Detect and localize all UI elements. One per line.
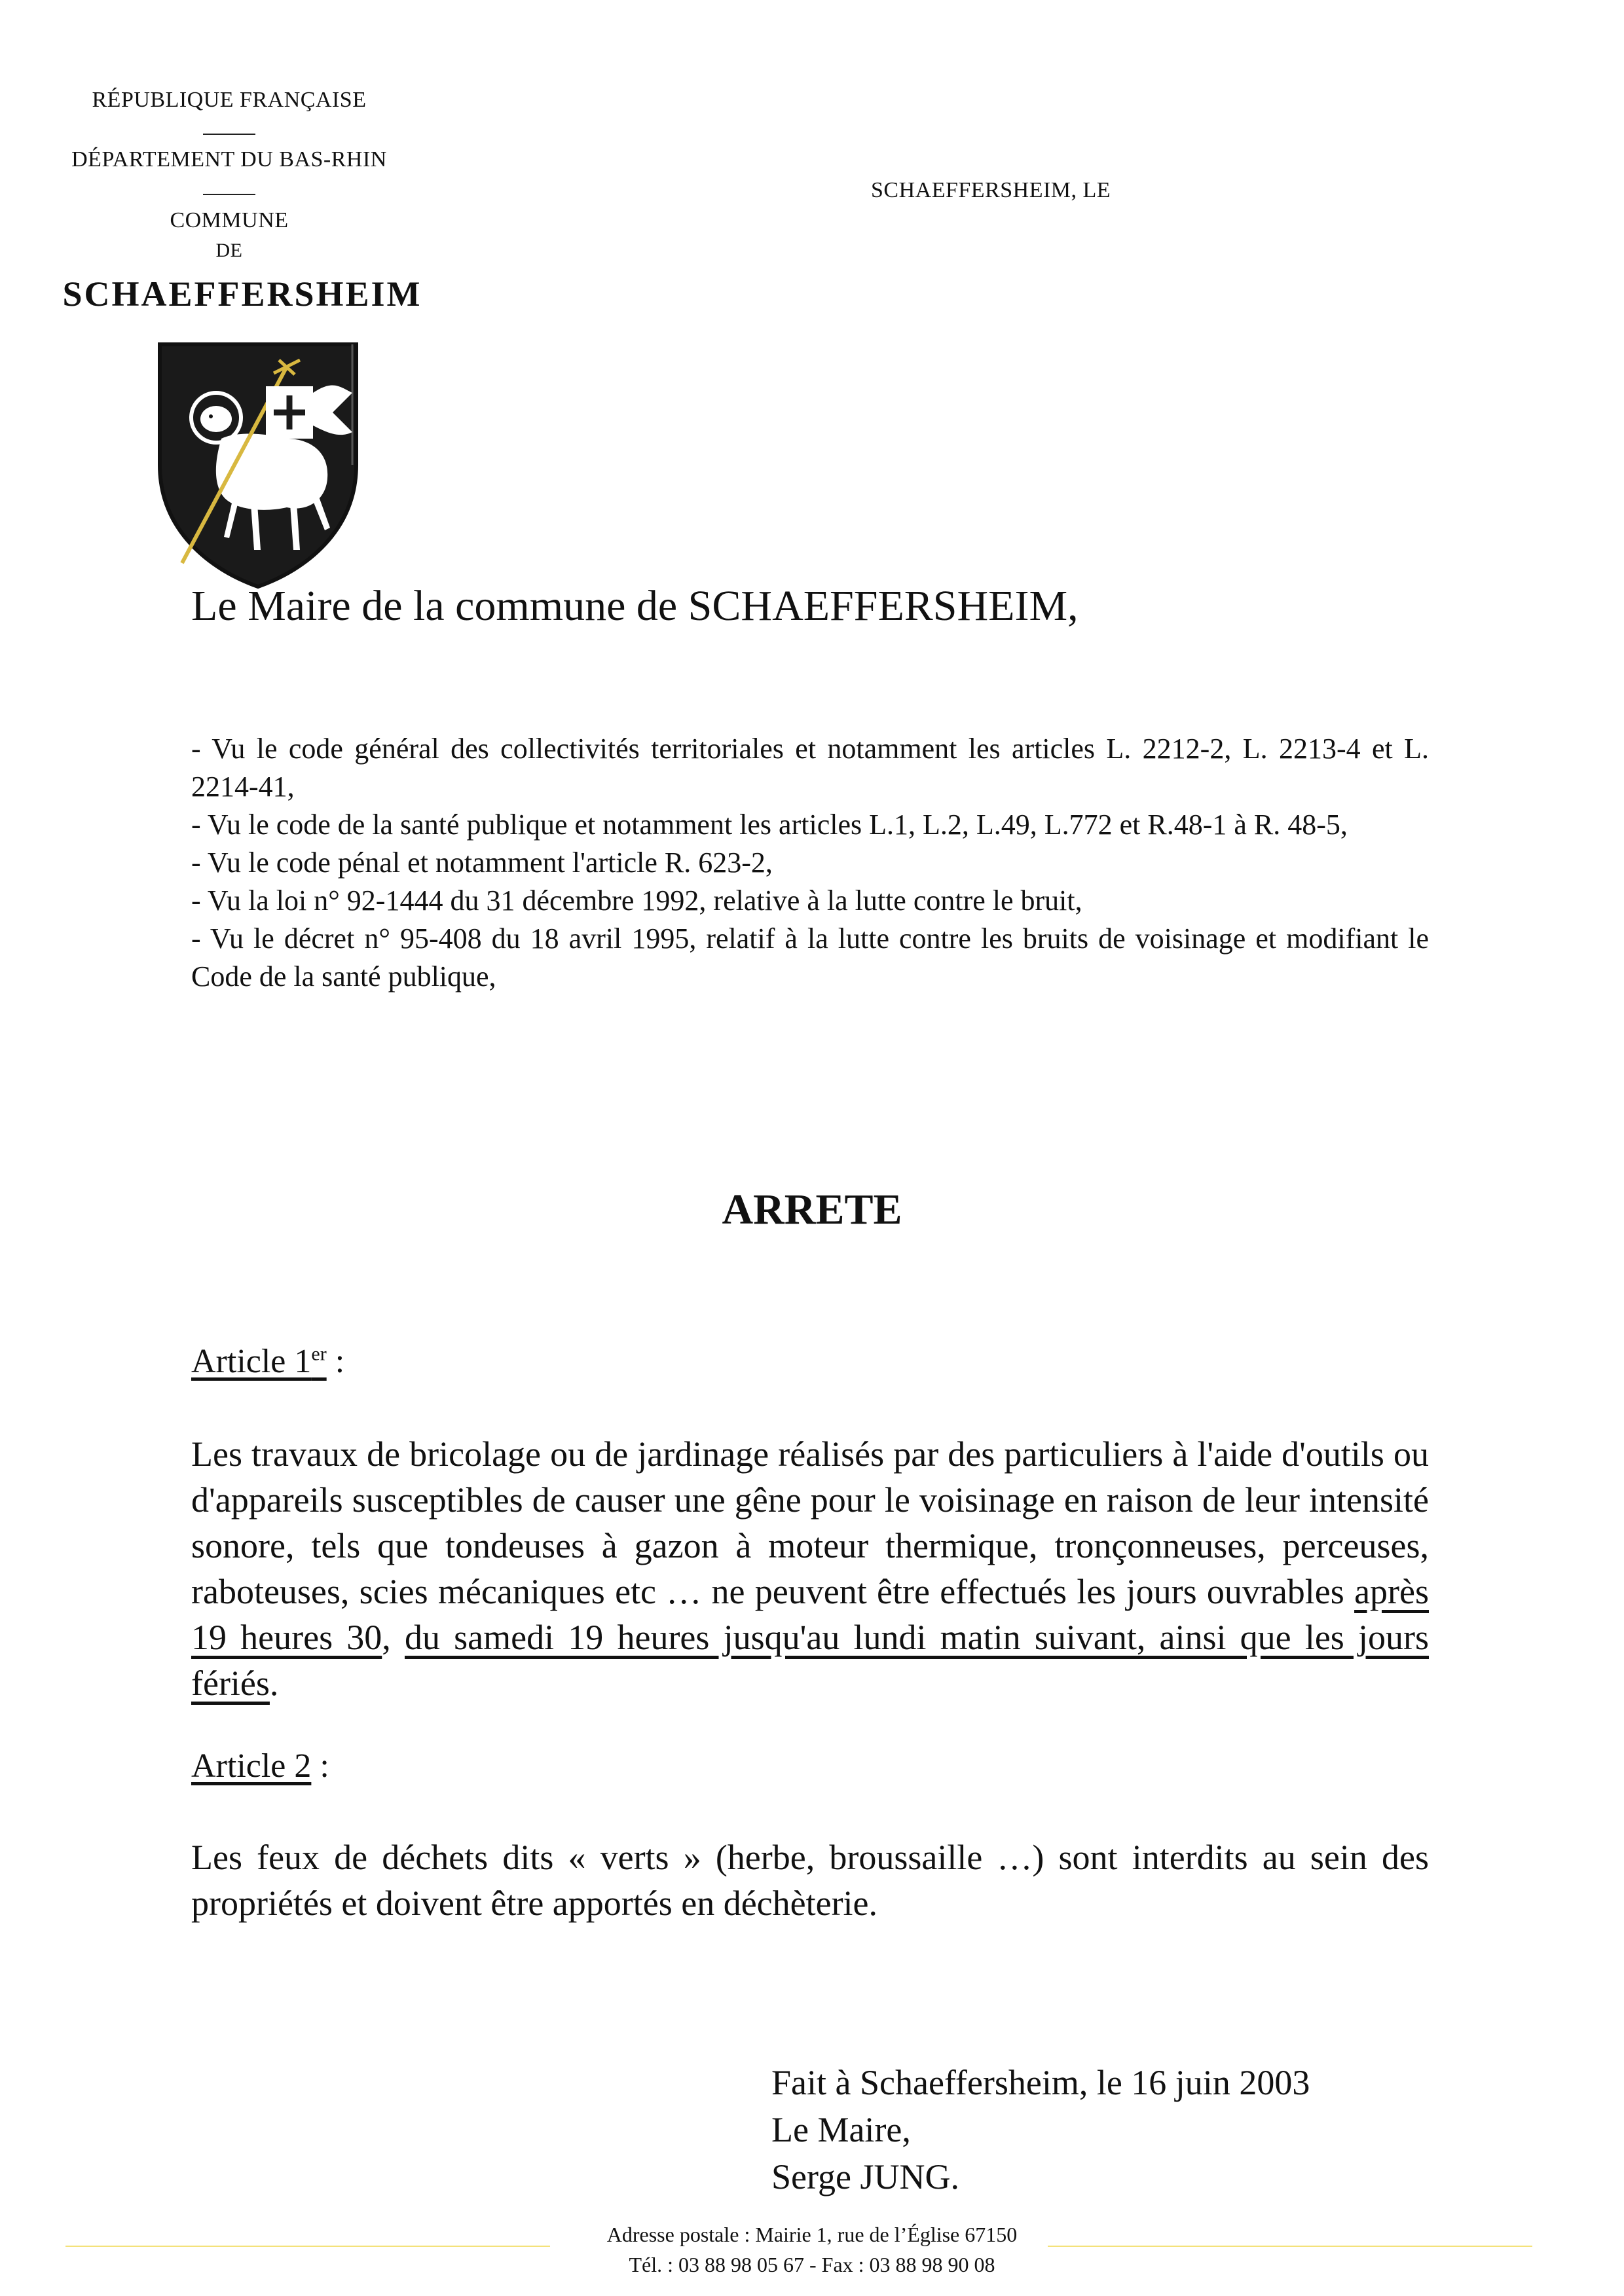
place-date-line: SCHAEFFERSHEIM, LE [871,178,1111,202]
article-1-text-end: . [269,1664,279,1703]
article-1-label: Article 1 [191,1343,312,1380]
legal-reference-item: - Vu le décret n° 95-408 du 18 avril 1995, relatif à la lutte contre les bruits de voisinage et modifiant le Code de la santé publique, [191,922,1429,993]
article-1-text-start: Les travaux de bricolage ou de jardinage réalisés par des particuliers à l'aide d'outils ou d'appareils susceptibles de causer une gêne pour le voisinage en raison de leur intensité sonore, tels que tondeuses à gazon à moteur thermique, tronçonneuses, perceuses, raboteuses, scies mécaniques etc … ne peuvent être effectués les jours ouvrables [191,1434,1429,1611]
legal-references [191,730,1429,996]
signature-role: Le Maire, [771,2110,911,2149]
article-1-colon: : [326,1343,345,1380]
article-1-underlined-time: après 19 heures 30 [191,1572,1429,1657]
article-2-colon: : [311,1747,329,1785]
legal-reference-item: - Vu le code de la santé publique et notamment les articles L.1, L.2, L.49, L.772 et R.48-1 à R. 48-5, [191,809,1348,841]
article-1-underlined-period: du samedi 19 heures jusqu'au lundi matin suivant, ainsi que les jours fériés [191,1618,1430,1703]
signature-block [771,2059,1310,2200]
legal-reference-item: - Vu le code pénal et notamment l'article R. 623-2, [191,847,773,879]
header-divider [203,134,255,135]
article-1-text [191,1431,1429,1706]
legal-reference-item: - Vu la loi n° 92-1444 du 31 décembre 1992, relative à la lutte contre le bruit, [191,884,1082,917]
signature-place-date: Fait à Schaeffersheim, le 16 juin 2003 [771,2063,1310,2102]
footer-phone: Tél. : 03 88 98 05 67 - Fax : 03 88 98 90 08 [629,2253,995,2276]
header-republic: RÉPUBLIQUE FRANÇAISE [92,88,367,112]
header-commune-name: SCHAEFFERSHEIM [62,274,422,314]
legal-reference-item: - Vu le code général des collectivités territoriales et notamment les articles L. 2212-2, L. 2213-4 et L. 2214-41, [191,733,1429,803]
decision-heading: ARRETE [722,1186,902,1233]
article-2-label: Article 2 [191,1747,312,1785]
article-1-separator: , [382,1618,405,1657]
header-department: DÉPARTEMENT DU BAS-RHIN [71,147,387,172]
coat-of-arms-icon [156,340,360,589]
footer-address: Adresse postale : Mairie 1, rue de l’Église 67150 [606,2223,1018,2246]
article-2-heading [191,1747,329,1785]
header-commune-label: COMMUNE [170,208,289,232]
signature-name: Serge JUNG. [771,2157,959,2196]
article-2-text: Les feux de déchets dits « verts » (herbe, broussaille …) sont interdits au sein des propriétés et doivent être apportés en déchèterie. [191,1838,1429,1923]
header-commune-de: DE [215,240,243,261]
article-1-superscript: er [311,1343,327,1365]
decree-title: Le Maire de la commune de SCHAEFFERSHEIM, [191,582,1079,630]
header-divider [203,194,255,195]
article-1-heading [191,1342,344,1381]
